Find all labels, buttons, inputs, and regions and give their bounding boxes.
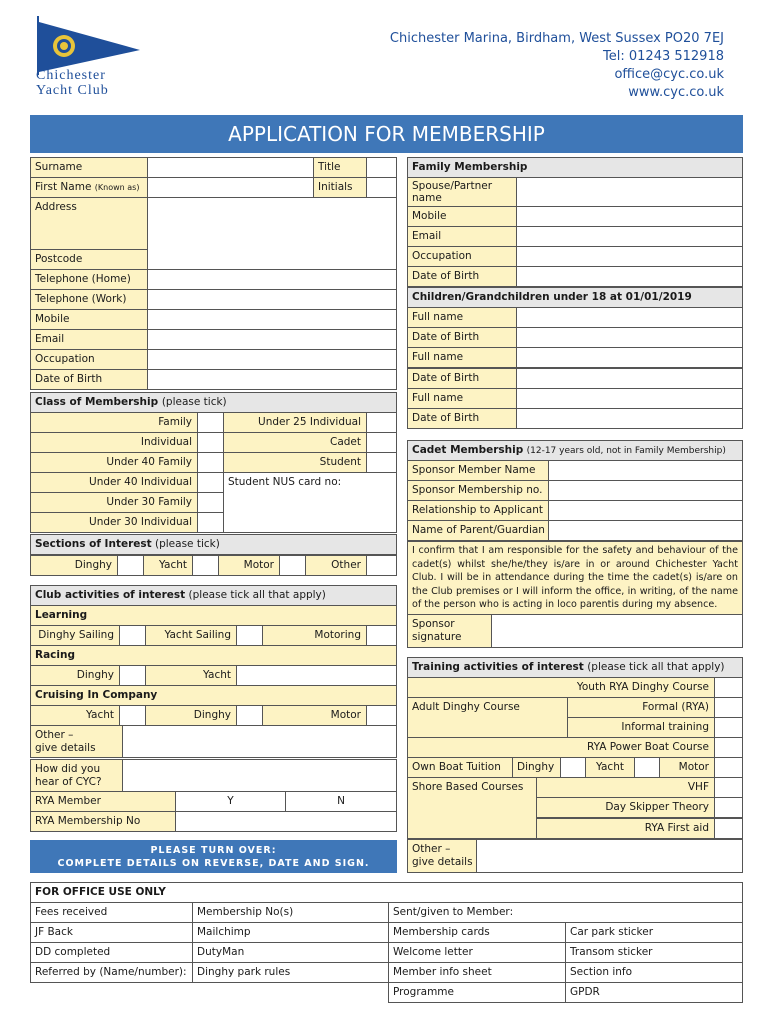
rya-member-yes[interactable]: Y xyxy=(175,791,286,812)
relationship-label: Relationship to Applicant xyxy=(407,500,549,521)
rya-member-no[interactable]: N xyxy=(285,791,397,812)
class-cadet-label: Cadet xyxy=(223,432,367,453)
office-dinghy-park: Dinghy park rules xyxy=(192,962,389,983)
club-heard-line1: How did you xyxy=(35,763,101,775)
family-dob-label: Date of Birth xyxy=(407,266,517,287)
surname-field[interactable] xyxy=(147,157,314,178)
spouse-line2: name xyxy=(412,191,442,204)
child3-dob-label: Date of Birth xyxy=(407,408,517,429)
sections-heading xyxy=(30,534,397,555)
sponsor-no-label: Sponsor Membership no. xyxy=(407,480,549,501)
club-cruising-motor-checkbox[interactable] xyxy=(366,705,397,726)
club-other-line1: Other – xyxy=(35,729,74,741)
postcode-label: Postcode xyxy=(30,249,148,270)
sections-heading-text: Sections of Interest xyxy=(35,538,152,550)
club-name-line1: Chichester xyxy=(36,68,106,83)
youth-course-label: Youth RYA Dinghy Course xyxy=(407,677,715,698)
own-boat-dinghy-checkbox[interactable] xyxy=(560,757,586,778)
child2-name-field[interactable] xyxy=(516,347,743,368)
vhf-label: VHF xyxy=(536,777,715,798)
club-heading-note: (please tick all that apply) xyxy=(188,589,326,601)
initials-label: Initials xyxy=(313,177,367,198)
sponsor-signature-line2: signature xyxy=(412,630,462,643)
sponsor-signature-field[interactable] xyxy=(491,614,743,648)
club-heard-label xyxy=(30,759,123,792)
sponsor-signature-line1: Sponsor xyxy=(412,618,455,630)
first-aid-checkbox[interactable] xyxy=(714,818,743,839)
class-student-checkbox[interactable] xyxy=(366,452,397,473)
club-yacht-sailing-checkbox[interactable] xyxy=(236,625,263,646)
spouse-label xyxy=(407,177,517,207)
child3-dob-field[interactable] xyxy=(516,408,743,429)
sections-yacht-checkbox[interactable] xyxy=(192,555,219,576)
class-under40family-checkbox[interactable] xyxy=(197,452,224,473)
office-section-info: Section info xyxy=(565,962,743,983)
training-other-line1: Other – xyxy=(412,843,451,855)
office-welcome: Welcome letter xyxy=(388,942,566,963)
dob-field[interactable] xyxy=(147,369,397,390)
day-skipper-label: Day Skipper Theory xyxy=(536,797,715,818)
tel-work-field[interactable] xyxy=(147,289,397,310)
office-info-sheet: Member info sheet xyxy=(388,962,566,983)
training-other-field[interactable] xyxy=(476,839,743,873)
surname-label: Surname xyxy=(30,157,148,178)
class-under40individual-checkbox[interactable] xyxy=(197,472,224,493)
informal-training-label: Informal training xyxy=(567,717,715,738)
informal-training-checkbox[interactable] xyxy=(714,717,743,738)
class-heading-note: (please tick) xyxy=(161,396,227,408)
class-heading-text: Class of Membership xyxy=(35,396,159,408)
club-other-field[interactable] xyxy=(122,725,397,758)
child2-dob-field[interactable] xyxy=(516,368,743,389)
club-heard-line2: hear of CYC? xyxy=(35,775,102,788)
sponsor-no-field[interactable] xyxy=(548,480,743,501)
mobile-field[interactable] xyxy=(147,309,397,330)
training-other-line2: give details xyxy=(412,855,473,868)
class-heading xyxy=(30,392,397,413)
cadet-confirm-text: I confirm that I am responsible for the safety and behaviour of the cadet(s) whilst she/he/they is/are in or around Chichester Yacht Club. I will be in attendance during the time the cadet(s) is/are on the Club premises or I will inform the office, in writing, of the name of the person who is acting in loco parentis during my absence. xyxy=(407,541,743,615)
tel-home-field[interactable] xyxy=(147,269,397,290)
child2-name-label: Full name xyxy=(407,347,517,368)
children-heading: Children/Grandchildren under 18 at 01/01/2019 xyxy=(407,287,743,308)
class-under40family-label: Under 40 Family xyxy=(30,452,198,473)
family-dob-field[interactable] xyxy=(516,266,743,287)
office-membership-no: Membership No(s) xyxy=(192,902,389,923)
occupation-label: Occupation xyxy=(30,349,148,370)
family-occupation-label: Occupation xyxy=(407,246,517,267)
club-email[interactable]: office@cyc.co.uk xyxy=(614,67,724,82)
class-under30family-label: Under 30 Family xyxy=(30,492,198,513)
child2-dob-label: Date of Birth xyxy=(407,368,517,389)
class-under30individual-label: Under 30 Individual xyxy=(30,512,198,533)
club-heard-field[interactable] xyxy=(122,759,397,792)
adult-course-label: Adult Dinghy Course xyxy=(407,697,568,738)
class-individual-checkbox[interactable] xyxy=(197,432,224,453)
own-boat-dinghy-label: Dinghy xyxy=(512,757,561,778)
club-racing-heading: Racing xyxy=(30,645,397,666)
family-email-label: Email xyxy=(407,226,517,247)
class-individual-label: Individual xyxy=(30,432,198,453)
first-name-label xyxy=(30,177,148,198)
class-student-label: Student xyxy=(223,452,367,473)
power-boat-label: RYA Power Boat Course xyxy=(407,737,715,758)
club-heading-text: Club activities of interest xyxy=(35,589,186,601)
first-aid-label: RYA First aid xyxy=(536,818,715,839)
club-motoring-checkbox[interactable] xyxy=(366,625,397,646)
office-programme: Programme xyxy=(388,982,566,1003)
title-banner xyxy=(30,115,743,153)
formal-rya-checkbox[interactable] xyxy=(714,697,743,718)
office-gpdr: GPDR xyxy=(565,982,743,1003)
parent-field[interactable] xyxy=(548,520,743,541)
club-contact xyxy=(390,30,724,102)
office-car-park: Car park sticker xyxy=(565,922,743,943)
address-label: Address xyxy=(30,197,148,250)
sections-heading-note: (please tick) xyxy=(155,538,220,550)
class-family-checkbox[interactable] xyxy=(197,412,224,433)
club-cruising-yacht-checkbox[interactable] xyxy=(119,705,146,726)
class-under30family-checkbox[interactable] xyxy=(197,492,224,513)
club-cruising-dinghy-checkbox[interactable] xyxy=(236,705,263,726)
parent-label: Name of Parent/Guardian xyxy=(407,520,549,541)
office-referred: Referred by (Name/number): xyxy=(30,962,193,983)
formal-rya-label: Formal (RYA) xyxy=(567,697,715,718)
sponsor-name-label: Sponsor Member Name xyxy=(407,460,549,481)
own-boat-yacht-label: Yacht xyxy=(585,757,635,778)
club-racing-dinghy-label: Dinghy xyxy=(30,665,120,686)
turn-over-line1: PLEASE TURN OVER: xyxy=(150,845,277,856)
first-name-note: (Known as) xyxy=(94,183,140,192)
dob-label: Date of Birth xyxy=(30,369,148,390)
email-field[interactable] xyxy=(147,329,397,350)
class-under25-checkbox[interactable] xyxy=(366,412,397,433)
training-heading-text: Training activities of interest xyxy=(412,661,584,673)
club-heading xyxy=(30,585,397,606)
child1-name-label: Full name xyxy=(407,307,517,328)
rya-member-label: RYA Member xyxy=(30,791,176,812)
club-other-line2: give details xyxy=(35,741,96,754)
child1-dob-label: Date of Birth xyxy=(407,327,517,348)
office-dd: DD completed xyxy=(30,942,193,963)
occupation-field[interactable] xyxy=(147,349,397,370)
first-name-field[interactable] xyxy=(147,177,314,198)
office-dutyman: DutyMan xyxy=(192,942,389,963)
class-family-label: Family xyxy=(30,412,198,433)
sponsor-signature-label xyxy=(407,614,492,648)
club-website[interactable]: www.cyc.co.uk xyxy=(628,85,724,100)
class-under25-label: Under 25 Individual xyxy=(223,412,367,433)
class-under30individual-checkbox[interactable] xyxy=(197,512,224,533)
sections-motor-label: Motor xyxy=(218,555,280,576)
tel-home-label: Telephone (Home) xyxy=(30,269,148,290)
child3-name-field[interactable] xyxy=(516,388,743,409)
family-email-field[interactable] xyxy=(516,226,743,247)
youth-course-checkbox[interactable] xyxy=(714,677,743,698)
cadet-heading-note: (12-17 years old, not in Family Membership) xyxy=(526,446,726,456)
club-cruising-motor-label: Motor xyxy=(262,705,367,726)
club-motoring-label: Motoring xyxy=(262,625,367,646)
club-tel: Tel: 01243 512918 xyxy=(603,49,724,64)
turn-over-banner xyxy=(30,840,397,873)
club-cruising-heading: Cruising In Company xyxy=(30,685,397,706)
power-boat-checkbox[interactable] xyxy=(714,737,743,758)
club-racing-dinghy-checkbox[interactable] xyxy=(119,665,146,686)
class-cadet-checkbox[interactable] xyxy=(366,432,397,453)
family-mobile-label: Mobile xyxy=(407,206,517,227)
email-label: Email xyxy=(30,329,148,350)
family-heading: Family Membership xyxy=(407,157,743,178)
sections-other-label: Other xyxy=(305,555,367,576)
class-under40individual-label: Under 40 Individual xyxy=(30,472,198,493)
cadet-heading xyxy=(407,440,743,461)
club-name-line2: Yacht Club xyxy=(36,83,109,98)
initials-field[interactable] xyxy=(366,177,397,198)
own-boat-motor-label: Motor xyxy=(659,757,715,778)
club-racing-yacht-label: Yacht xyxy=(145,665,237,686)
vhf-checkbox[interactable] xyxy=(714,777,743,798)
club-dinghy-sailing-checkbox[interactable] xyxy=(119,625,146,646)
first-name-text: First Name xyxy=(35,181,92,193)
title-field[interactable] xyxy=(366,157,397,178)
sections-other-checkbox[interactable] xyxy=(366,555,397,576)
club-other-label xyxy=(30,725,123,758)
office-mailchimp: Mailchimp xyxy=(192,922,389,943)
family-occupation-field[interactable] xyxy=(516,246,743,267)
student-nus-label: Student NUS card no: xyxy=(228,476,342,488)
spouse-line1: Spouse/Partner xyxy=(412,180,493,192)
child1-dob-field[interactable] xyxy=(516,327,743,348)
training-heading-note: (please tick all that apply) xyxy=(587,661,725,673)
title-label: Title xyxy=(313,157,367,178)
turn-over-line2: COMPLETE DETAILS ON REVERSE, DATE AND SIGN. xyxy=(57,858,370,869)
sponsor-name-field[interactable] xyxy=(548,460,743,481)
sections-motor-checkbox[interactable] xyxy=(279,555,306,576)
day-skipper-checkbox[interactable] xyxy=(714,797,743,818)
relationship-field[interactable] xyxy=(548,500,743,521)
cadet-heading-text: Cadet Membership xyxy=(412,444,524,456)
sections-dinghy-checkbox[interactable] xyxy=(117,555,144,576)
club-cruising-dinghy-label: Dinghy xyxy=(145,705,237,726)
own-boat-yacht-checkbox[interactable] xyxy=(634,757,660,778)
club-learning-heading: Learning xyxy=(30,605,397,626)
sections-dinghy-label: Dinghy xyxy=(30,555,118,576)
club-address: Chichester Marina, Birdham, West Sussex PO20 7EJ xyxy=(389,31,724,46)
office-sent: Sent/given to Member: xyxy=(388,902,743,923)
own-boat-label: Own Boat Tuition xyxy=(407,757,513,778)
office-membership-cards: Membership cards xyxy=(388,922,566,943)
club-yacht-sailing-label: Yacht Sailing xyxy=(145,625,237,646)
club-cruising-yacht-label: Yacht xyxy=(30,705,120,726)
spouse-field[interactable] xyxy=(516,177,743,207)
sections-yacht-label: Yacht xyxy=(143,555,193,576)
tel-work-label: Telephone (Work) xyxy=(30,289,148,310)
rya-number-field[interactable] xyxy=(175,811,397,832)
training-other-label xyxy=(407,839,477,873)
shore-courses-label: Shore Based Courses xyxy=(407,777,537,839)
address-field[interactable] xyxy=(147,197,397,270)
own-boat-motor-checkbox[interactable] xyxy=(714,757,743,778)
office-transom: Transom sticker xyxy=(565,942,743,963)
student-nus-field[interactable] xyxy=(223,472,397,533)
rya-number-label: RYA Membership No xyxy=(30,811,176,832)
family-mobile-field[interactable] xyxy=(516,206,743,227)
child3-name-label: Full name xyxy=(407,388,517,409)
office-jf-back: JF Back xyxy=(30,922,193,943)
training-heading xyxy=(407,657,743,678)
club-dinghy-sailing-label: Dinghy Sailing xyxy=(30,625,120,646)
mobile-label: Mobile xyxy=(30,309,148,330)
office-heading: FOR OFFICE USE ONLY xyxy=(30,882,743,903)
office-fees: Fees received xyxy=(30,902,193,923)
child1-name-field[interactable] xyxy=(516,307,743,328)
club-racing-yacht-checkbox[interactable] xyxy=(236,665,397,686)
club-name xyxy=(36,68,109,98)
page-title: APPLICATION FOR MEMBERSHIP xyxy=(228,122,545,146)
